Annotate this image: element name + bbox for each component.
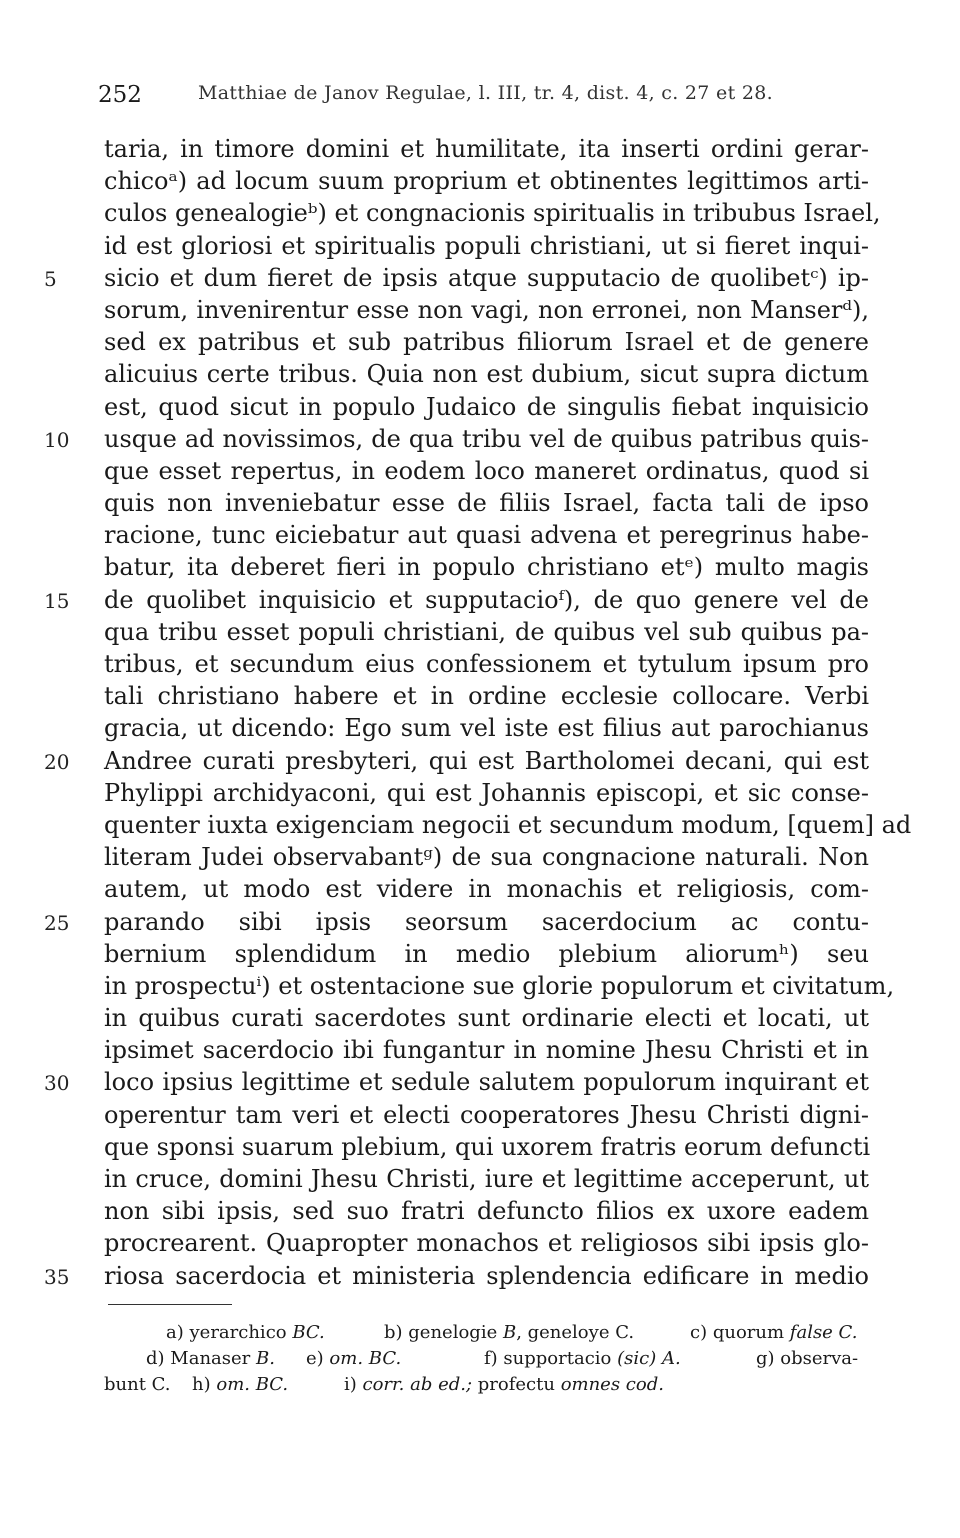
- text-line: [0, 198, 960, 230]
- line-number: 25: [44, 910, 70, 935]
- text-line: [0, 778, 960, 810]
- footnote-f: f) supportacio (sic) A.: [484, 1348, 681, 1369]
- line-text: quis non inveniebatur esse de filiis Israel, facta tali de ipso: [104, 489, 869, 518]
- text-line: [0, 1067, 960, 1099]
- text-line: [0, 713, 960, 745]
- text-line: [0, 617, 960, 649]
- footnote-b: b) genelogie B, geneloye C.: [384, 1322, 635, 1343]
- text-line: [0, 1164, 960, 1196]
- line-text: que sponsi suarum plebium, qui uxorem fratris eorum defuncti: [104, 1132, 871, 1161]
- footnote-line: [104, 1372, 874, 1398]
- text-line: [0, 1035, 960, 1067]
- text-line: [0, 649, 960, 681]
- line-text: id est gloriosi et spiritualis populi christiani, ut si fieret inqui-: [104, 231, 869, 260]
- text-line: [0, 424, 960, 456]
- line-text: in quibus curati sacerdotes sunt ordinarie electi et locati, ut: [104, 1004, 869, 1033]
- line-text: tali christiano habere et in ordine ecclesie collocare. Verbi: [104, 682, 869, 711]
- text-line: [0, 295, 960, 327]
- footnote-h: h) om. BC.: [192, 1374, 289, 1395]
- text-line: [0, 1132, 960, 1164]
- line-text: batur, ita deberet fieri in populo christiano etᵉ) multo magis: [104, 553, 869, 582]
- page-number: 252: [98, 82, 142, 108]
- main-text: [0, 134, 960, 1293]
- text-line: [0, 939, 960, 971]
- line-text: ipsimet sacerdocio ibi fungantur in nomine Jhesu Christi et in: [104, 1036, 869, 1065]
- text-line: [0, 166, 960, 198]
- line-text: gracia, ut dicendo: Ego sum vel iste est filius aut parochianus: [104, 714, 869, 743]
- footnote-c: c) quorum false C.: [690, 1322, 858, 1343]
- line-number: 35: [44, 1264, 70, 1289]
- line-text: operentur tam veri et electi cooperatores Jhesu Christi digni-: [104, 1100, 869, 1129]
- footnotes: [104, 1320, 874, 1398]
- text-line: [0, 134, 960, 166]
- line-text: procrearent. Quapropter monachos et religiosos sibi ipsis glo-: [104, 1229, 869, 1258]
- footnote-g-continued: bunt C.: [104, 1374, 171, 1395]
- line-number: 20: [44, 749, 70, 774]
- text-line: [0, 681, 960, 713]
- text-line: [0, 488, 960, 520]
- text-line: [0, 263, 960, 295]
- line-text: sicio et dum fieret de ipsis atque supputacio de quolibetᶜ) ip-: [104, 263, 869, 292]
- line-text: tribus, et secundum eius confessionem et tytulum ipsum pro: [104, 650, 869, 678]
- line-text: est, quod sicut in populo Judaico de singulis fiebat inquisicio: [104, 392, 869, 421]
- line-text: alicuius certe tribus. Quia non est dubium, sicut supra dictum: [104, 360, 869, 389]
- line-text: literam Judei observabantᵍ) de sua congnacione naturali. Non: [104, 843, 869, 872]
- line-text: usque ad novissimos, de qua tribu vel de quibus patribus quis-: [104, 424, 869, 453]
- footnote-d: d) Manaser B.: [146, 1348, 275, 1369]
- text-line: [0, 327, 960, 359]
- line-text: quenter iuxta exigenciam negocii et secundum modum, [quem] ad: [104, 810, 912, 839]
- line-text: bernium splendidum in medio plebium aliorumʰ) seu: [104, 939, 869, 968]
- text-line: [0, 1261, 960, 1293]
- text-line: [0, 520, 960, 552]
- text-line: [0, 392, 960, 424]
- running-title: Matthiae de Janov Regulae, l. III, tr. 4, dist. 4, c. 27 et 28.: [198, 82, 773, 104]
- text-line: [0, 746, 960, 778]
- text-line: [0, 359, 960, 391]
- text-line: [0, 1100, 960, 1132]
- text-line: [0, 1228, 960, 1260]
- line-text: chicoᵃ) ad locum suum proprium et obtinentes legittimos arti-: [104, 167, 869, 196]
- line-text: culos genealogieᵇ) et congnacionis spiritualis in tribubus Israel,: [104, 199, 881, 228]
- footnote-g: g) observa-: [756, 1348, 859, 1369]
- text-line: [0, 810, 960, 842]
- line-number: 10: [44, 427, 70, 452]
- text-line: [0, 552, 960, 584]
- line-text: qua tribu esset populi christiani, de quibus vel sub quibus pa-: [104, 617, 869, 646]
- page-header: [98, 82, 898, 112]
- footnote-e: e) om. BC.: [306, 1348, 402, 1369]
- footnote-rule: [108, 1304, 232, 1305]
- line-text: sorum, invenirentur esse non vagi, non erronei, non Manserᵈ),: [104, 295, 869, 324]
- line-text: sed ex patribus et sub patribus filiorum Israel et de genere: [104, 328, 869, 357]
- line-number: 5: [44, 266, 57, 291]
- footnote-line: [104, 1346, 874, 1372]
- text-line: [0, 842, 960, 874]
- line-text: Andree curati presbyteri, qui est Bartholomei decani, qui est: [104, 746, 869, 775]
- line-text: in cruce, domini Jhesu Christi, iure et legittime acceperunt, ut: [104, 1165, 869, 1193]
- line-text: loco ipsius legittime et sedule salutem populorum inquirant et: [104, 1068, 869, 1097]
- line-text: de quolibet inquisicio et supputacioᶠ), de quo genere vel de: [104, 585, 869, 614]
- footnote-line: [104, 1320, 874, 1346]
- text-line: [0, 971, 960, 1003]
- line-text: non sibi ipsis, sed suo fratri defuncto filios ex uxore eadem: [104, 1197, 869, 1226]
- line-number: 30: [44, 1071, 70, 1096]
- text-line: [0, 874, 960, 906]
- text-line: [0, 456, 960, 488]
- line-text: racione, tunc eiciebatur aut quasi advena et peregrinus habe-: [104, 521, 869, 550]
- text-line: [0, 907, 960, 939]
- line-number: 15: [44, 588, 70, 613]
- line-text: in prospectuⁱ) et ostentacione sue glorie populorum et civitatum,: [104, 971, 895, 1000]
- line-text: taria, in timore domini et humilitate, ita inserti ordini gerar-: [104, 135, 869, 163]
- text-line: [0, 1003, 960, 1035]
- line-text: autem, ut modo est videre in monachis et religiosis, com-: [104, 875, 869, 904]
- line-text: Phylippi archidyaconi, qui est Johannis episcopi, et sic conse-: [104, 778, 869, 807]
- footnote-i: i) corr. ab ed.; profectu omnes cod.: [344, 1374, 664, 1395]
- line-text: que esset repertus, in eodem loco maneret ordinatus, quod si: [104, 456, 869, 485]
- line-text: riosa sacerdocia et ministeria splendencia edificare in medio: [104, 1261, 869, 1290]
- text-line: [0, 585, 960, 617]
- line-text: parando sibi ipsis seorsum sacerdocium ac contu-: [104, 907, 869, 936]
- text-line: [0, 231, 960, 263]
- footnote-a: a) yerarchico BC.: [166, 1322, 325, 1343]
- text-line: [0, 1196, 960, 1228]
